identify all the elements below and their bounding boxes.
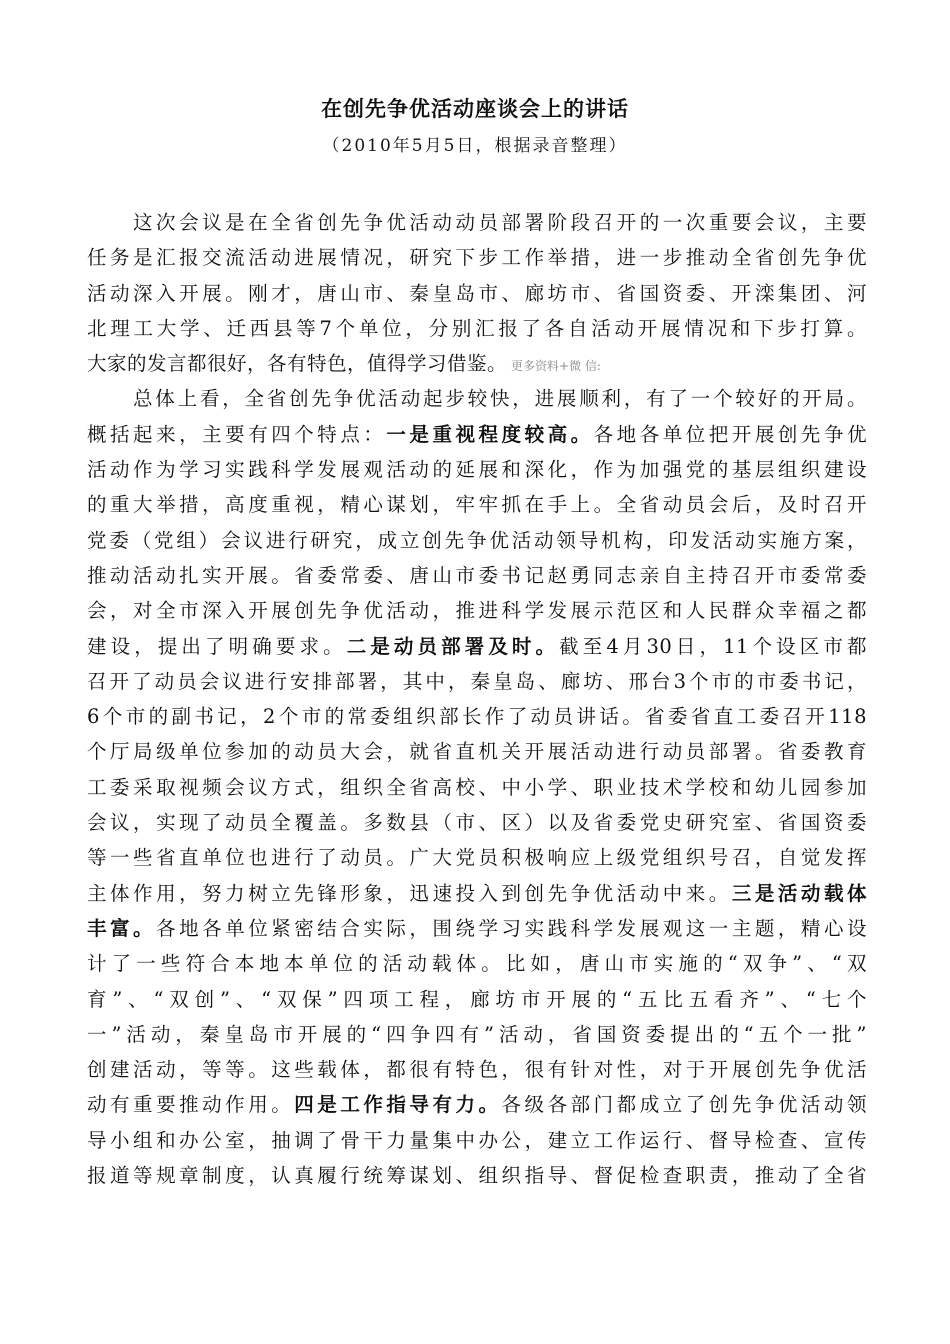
text-line: 工委采取视频会议方式，组织全省高校、中小学、职业技术学校和幼儿园参加	[87, 775, 867, 799]
text-line: 总体上看，全省创先争优活动起步较快，进展顺利，有了一个较好的开局。	[133, 387, 867, 411]
point-heading: 三是活动载体	[731, 881, 867, 905]
text-line: 党委（党组）会议进行研究，成立创先争优活动领导机构，印发活动实施方案，	[87, 528, 867, 552]
text-line: 会议，实现了动员全覆盖。多数县（市、区）以及省委党史研究室、省国资委	[87, 811, 867, 835]
text-line: 创建活动，等等。这些载体，都很有特色，很有针对性，对于开展创先争优活	[87, 1058, 867, 1082]
text-line: 育”、“双创”、“双保”四项工程，廊坊市开展的“五比五看齐”、“七个	[87, 987, 867, 1011]
text-line: 一”活动，秦皇岛市开展的“四争四有”活动，省国资委提出的“五个一批”	[87, 1022, 867, 1046]
text-line: 报道等规章制度，认真履行统筹谋划、组织指导、督促检查职责，推动了全省	[87, 1164, 867, 1188]
text-line: 动有重要推动作用。四是工作指导有力。各级各部门都成立了创先争优活动领	[87, 1093, 867, 1117]
text-line: 推动活动扎实开展。省委常委、唐山市委书记赵勇同志亲自主持召开市委常委	[87, 563, 867, 587]
text-line: 召开了动员会议进行安排部署，其中，秦皇岛、廊坊、邢台3个市的市委书记，	[87, 669, 867, 693]
point-heading: 一是重视程度较高。	[386, 422, 594, 446]
text-line: 概括起来，主要有四个特点：一是重视程度较高。各地各单位把开展创先争优	[87, 422, 867, 446]
point-heading: 四是工作指导有力。	[294, 1093, 502, 1117]
text-line: 活动深入开展。刚才，唐山市、秦皇岛市、廊坊市、省国资委、开滦集团、河	[87, 281, 867, 305]
text-line: 丰富。各地各单位紧密结合实际，围绕学习实践科学发展观这一主题，精心设	[87, 916, 867, 940]
text-line: 这次会议是在全省创先争优活动动员部署阶段召开的一次重要会议，主要	[133, 211, 867, 234]
text-line: 任务是汇报交流活动进展情况，研究下步工作举措，进一步推动全省创先争优	[87, 246, 867, 270]
text-line: 建设，提出了明确要求。二是动员部署及时。截至4月30日，11个设区市都	[87, 634, 867, 658]
point-heading: 丰富。	[87, 916, 157, 940]
document-title: 在创先争优活动座谈会上的讲话	[321, 96, 629, 121]
text-line: 计了一些符合本地本单位的活动载体。比如，唐山市实施的“双争”、“双	[87, 952, 867, 976]
text-line: 活动作为学习实践科学发展观活动的延展和深化，作为加强党的基层组织建设	[87, 458, 867, 482]
text-line: 6个市的副书记，2个市的常委组织部长作了动员讲话。省委省直工委召开118	[87, 705, 867, 729]
text-line: 个厅局级单位参加的动员大会，就省直机关开展活动进行动员部署。省委教育	[87, 740, 867, 764]
text-line: 的重大举措，高度重视，精心谋划，牢牢抓在手上。全省动员会后，及时召开	[87, 493, 867, 517]
document-body	[87, 205, 867, 1193]
text-line: 主体作用，努力树立先锋形象，迅速投入到创先争优活动中来。三是活动载体	[87, 881, 867, 905]
text-line: 导小组和办公室，抽调了骨干力量集中办公，建立工作运行、督导检查、宣传	[87, 1128, 867, 1152]
document-subtitle: （2010年5月5日，根据录音整理）	[322, 136, 628, 156]
text-line: 大家的发言都很好，各有特色，值得学习借鉴。 更多资料+微 信:	[87, 352, 601, 376]
watermark-note: 更多资料+微 信:	[511, 359, 601, 374]
text-line: 北理工大学、迁西县等7个单位，分别汇报了各自活动开展情况和下步打算。	[87, 316, 867, 340]
text-line: 等一些省直单位也进行了动员。广大党员积极响应上级党组织号召，自觉发挥	[87, 846, 867, 870]
text-line: 会，对全市深入开展创先争优活动，推进科学发展示范区和人民群众幸福之都	[87, 599, 867, 623]
point-heading: 二是动员部署及时。	[346, 634, 560, 658]
